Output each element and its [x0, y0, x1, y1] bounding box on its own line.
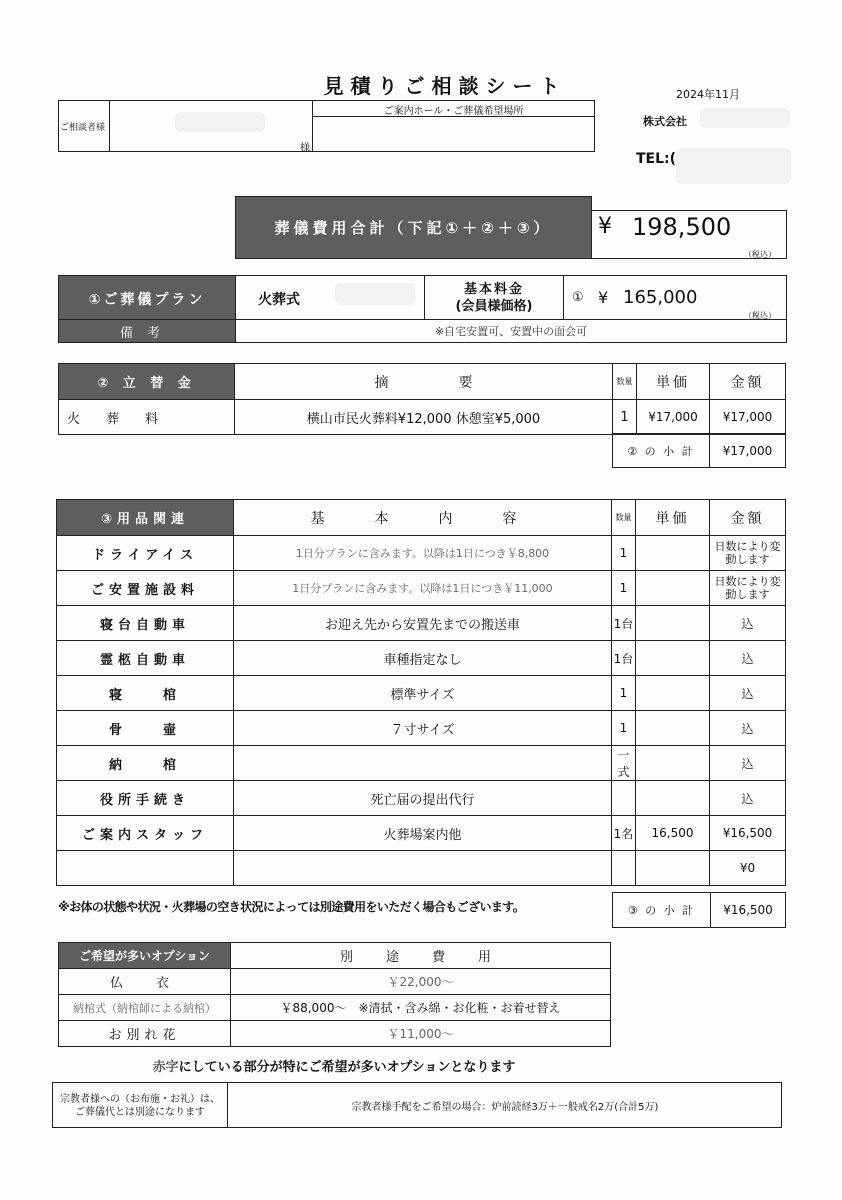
supplies-item: 寝 棺 — [57, 676, 234, 711]
supplies-qty: 1台 — [612, 641, 636, 676]
advance-unit: ¥17,000 — [637, 400, 710, 435]
supplies-qty: 1 — [612, 571, 636, 606]
redacted-tel — [676, 148, 791, 184]
supplies-qty: 1 — [612, 711, 636, 746]
supplies-amount: 込 — [710, 641, 786, 676]
supplies-amount: 込 — [710, 711, 786, 746]
supplies-desc: 標準サイズ — [234, 676, 612, 711]
option-item: 納棺式（納棺師による納棺） — [59, 995, 231, 1021]
supplies-row — [57, 781, 786, 816]
option-row — [59, 995, 611, 1021]
religious-label: 宗教者様への（お布施・お礼）は、ご葬儀代とは別途になります — [60, 1094, 220, 1118]
supplies-amount: 込 — [710, 676, 786, 711]
supplies-unit — [636, 606, 710, 641]
redacted-name — [175, 112, 265, 132]
supplies-item: 骨 壷 — [57, 711, 234, 746]
supplies-qty — [612, 781, 636, 816]
supplies-row — [57, 746, 786, 781]
plan-label: ①ご葬儀プラン — [88, 292, 206, 308]
options-footnote-rest: にしている部分が特にご希望が多いオプションとなります — [178, 1060, 516, 1075]
supplies-row — [57, 711, 786, 746]
option-price: ￥11,000～ — [231, 1021, 611, 1047]
advance-col-unit: 単価 — [637, 364, 710, 400]
option-row — [59, 969, 611, 995]
supplies-amount: 込 — [710, 746, 786, 781]
supplies-amount: ¥0 — [710, 851, 786, 886]
consultant-label: ご相談者様 — [60, 123, 106, 133]
supplies-table — [56, 499, 786, 886]
advance-subtotal-table — [612, 433, 786, 468]
option-row — [59, 1021, 611, 1047]
redacted-plan — [335, 283, 415, 305]
supplies-amount: 日数により変動します — [710, 536, 786, 571]
supplies-desc: ７寸サイズ — [234, 711, 612, 746]
supplies-item: 寝台自動車 — [57, 606, 234, 641]
supplies-subtotal: ¥16,500 — [711, 893, 786, 928]
supplies-desc: お迎え先から安置先までの搬送車 — [234, 606, 612, 641]
supplies-item: 役所手続き — [57, 781, 234, 816]
supplies-desc — [234, 851, 612, 886]
supplies-subtotal-label: ③ の 小 計 — [613, 893, 711, 928]
supplies-unit — [636, 571, 710, 606]
supplies-label: ③用品関連 — [57, 500, 234, 536]
advance-col-summary: 摘 要 — [235, 364, 613, 400]
supplies-unit — [636, 711, 710, 746]
supplies-qty: 1 — [612, 536, 636, 571]
supplies-row — [57, 676, 786, 711]
options-col: 別 途 費 用 — [231, 943, 611, 969]
supplies-desc: 火葬場案内他 — [234, 816, 612, 851]
advance-item: 火 葬 料 — [59, 400, 235, 435]
option-item: お別れ花 — [59, 1021, 231, 1047]
supplies-qty: 1 — [612, 676, 636, 711]
consultant-honorific: 様 — [300, 143, 310, 154]
options-footnote-red: 赤字 — [152, 1060, 179, 1075]
supplies-item: ご安置施設料 — [57, 571, 234, 606]
supplies-row — [57, 851, 786, 886]
supplies-unit — [636, 781, 710, 816]
page-title: 見積りご相談シート — [323, 74, 567, 98]
supplies-row — [57, 571, 786, 606]
supplies-desc: 車種指定なし — [234, 641, 612, 676]
supplies-col-unit: 単価 — [636, 500, 710, 536]
options-footnote — [58, 1056, 610, 1075]
hall-label: ご案内ホール・ご葬儀希望場所 — [383, 106, 524, 117]
option-price: ￥22,000～ — [231, 969, 611, 995]
advance-col-amount: 金額 — [710, 364, 786, 400]
company-name: 株式会社 — [643, 115, 687, 128]
supplies-col-content: 基 本 内 容 — [234, 500, 612, 536]
supplies-amount: ¥16,500 — [710, 816, 786, 851]
supplies-qty: 1台 — [612, 606, 636, 641]
company-tel: TEL:( — [636, 151, 677, 167]
plan-price-label-2: (会員様価格) — [455, 299, 533, 314]
advance-subtotal: ¥17,000 — [710, 434, 786, 468]
plan-tax-note: （税込） — [744, 311, 776, 320]
advance-row — [59, 400, 786, 435]
advance-label: ② 立 替 金 — [59, 364, 235, 400]
supplies-unit: 16,500 — [636, 816, 710, 851]
religious-text: 宗教者様手配をご希望の場合：炉前読経3万＋一般戒名2万(合計5万) — [351, 1102, 659, 1113]
remarks-text: ※自宅安置可、安置中の面会可 — [434, 325, 588, 338]
supplies-note: ※お体の状態や状況・火葬場の空き状況によっては別途費用をいただく場合もございます。 — [58, 900, 525, 914]
supplies-desc: 1日分プランに含みます。以降は1日につき￥11,000 — [234, 571, 612, 606]
supplies-row — [57, 816, 786, 851]
total-label: 葬儀費用合計（下記①＋②＋③） — [274, 219, 553, 237]
advance-subtotal-label: ② の 小 計 — [613, 434, 710, 468]
supplies-item: ご案内スタッフ — [57, 816, 234, 851]
supplies-unit — [636, 746, 710, 781]
option-price: ￥88,000～ ※清拭・含み綿・お化粧・お着せ替え — [231, 995, 611, 1021]
supplies-amount: 日数により変動します — [710, 571, 786, 606]
supplies-desc: 死亡届の提出代行 — [234, 781, 612, 816]
supplies-item: 霊柩自動車 — [57, 641, 234, 676]
supplies-qty: 1名 — [612, 816, 636, 851]
supplies-qty: 一式 — [612, 746, 636, 781]
plan-price-label-1: 基本料金 — [463, 282, 524, 297]
supplies-item: 納 棺 — [57, 746, 234, 781]
supplies-amount: 込 — [710, 781, 786, 816]
options-label: ご希望が多いオプション — [59, 943, 231, 969]
supplies-unit — [636, 851, 710, 886]
advance-col-qty: 数量 — [613, 364, 637, 400]
supplies-desc: 1日分プランに含みます。以降は1日につき￥8,800 — [234, 536, 612, 571]
advance-amount: ¥17,000 — [710, 400, 786, 435]
supplies-amount: 込 — [710, 606, 786, 641]
supplies-row — [57, 606, 786, 641]
supplies-row — [57, 641, 786, 676]
supplies-col-qty: 数量 — [612, 500, 636, 536]
supplies-unit — [636, 641, 710, 676]
date: 2024年11月 — [676, 88, 740, 101]
supplies-col-amount: 金額 — [710, 500, 786, 536]
supplies-subtotal-table — [612, 892, 786, 928]
advance-qty: 1 — [613, 400, 637, 435]
supplies-row — [57, 536, 786, 571]
supplies-desc — [234, 746, 612, 781]
redacted-company — [700, 108, 790, 128]
options-table — [58, 942, 611, 1047]
supplies-unit — [636, 676, 710, 711]
supplies-item — [57, 851, 234, 886]
plan-amount: 165,000 — [623, 287, 698, 308]
advance-desc: 横山市民火葬料¥12,000 休憩室¥5,000 — [235, 400, 613, 435]
plan-mark: ① — [572, 290, 584, 305]
remarks-label: 備考 — [119, 326, 174, 341]
total-yen: ¥ — [598, 214, 612, 239]
total-tax-note: （税込） — [744, 250, 776, 259]
plan-name: 火葬式 — [258, 292, 300, 308]
supplies-unit — [636, 536, 710, 571]
total-amount: 198,500 — [632, 213, 732, 241]
advance-table — [58, 363, 786, 435]
supplies-qty — [612, 851, 636, 886]
option-item: 仏 衣 — [59, 969, 231, 995]
plan-yen: ¥ — [598, 288, 609, 307]
supplies-item: ドライアイス — [57, 536, 234, 571]
